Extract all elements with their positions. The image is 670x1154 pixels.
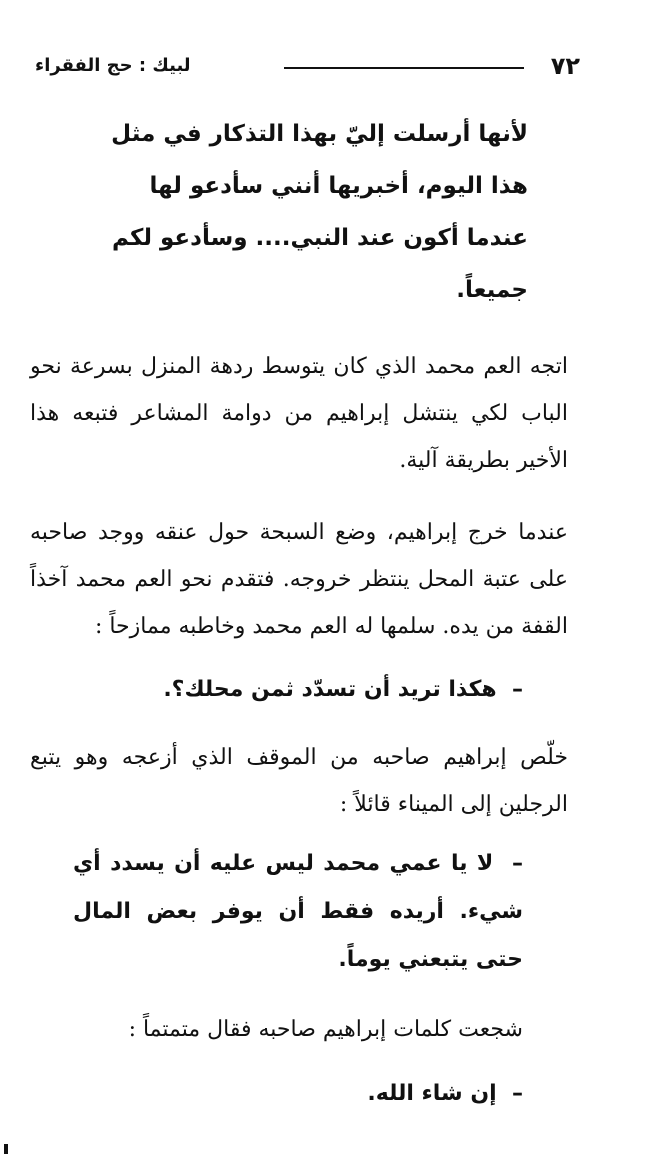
dialogue-line-3	[53, 1070, 523, 1118]
bold-paragraph-1: لأنها أرسلت إليّ بهذا التذكار في مثل هذا اليوم، أخبريها أنني سأدعو لها عندما أكون عند النبي.... وسأدعو لكم جميعاً.	[111, 121, 528, 303]
dialogue-line-2	[73, 840, 523, 984]
page-text	[30, 108, 568, 1118]
dialogue-text-2: لا يا عمي محمد ليس عليه أن يسدد أي شيء. أريده فقط أن يوفر بعض المال حتى يتبعني يوماً.	[73, 851, 523, 972]
header-rule	[284, 67, 524, 69]
dialogue-dash: –	[512, 677, 523, 702]
page-number: ٧٢	[550, 52, 580, 80]
page-header	[35, 52, 580, 84]
dialogue-text-3: إن شاء الله.	[367, 1081, 497, 1106]
dialogue-text-1: هكذا تريد أن تسدّد ثمن محلك؟.	[163, 677, 497, 702]
scan-edge-mark	[4, 1144, 8, 1154]
dialogue-line-1	[53, 666, 523, 714]
running-title: لبيك : حج الفقراء	[35, 55, 191, 76]
narrative-paragraph-2: عندما خرج إبراهيم، وضع السبحة حول عنقه ووجد صاحبه على عتبة المحل ينتظر خروجه. فتقدم نحو العم محمد آخذاً القفة من يده. سلمها له العم محمد وخاطبه ممازحاً :	[30, 520, 568, 639]
dialogue-dash: –	[512, 1081, 523, 1106]
narrative-paragraph-4: شجعت كلمات إبراهيم صاحبه فقال متمتماً :	[128, 1017, 523, 1042]
narrative-paragraph-3: خلّص إبراهيم صاحبه من الموقف الذي أزعجه وهو يتبع الرجلين إلى الميناء قائلاً :	[30, 745, 568, 817]
dialogue-dash: –	[512, 851, 523, 876]
narrative-paragraph-1: اتجه العم محمد الذي كان يتوسط ردهة المنزل بسرعة نحو الباب لكي ينتشل إبراهيم من دوامة المشاعر فتبعه هذا الأخير بطريقة آلية.	[30, 354, 568, 473]
